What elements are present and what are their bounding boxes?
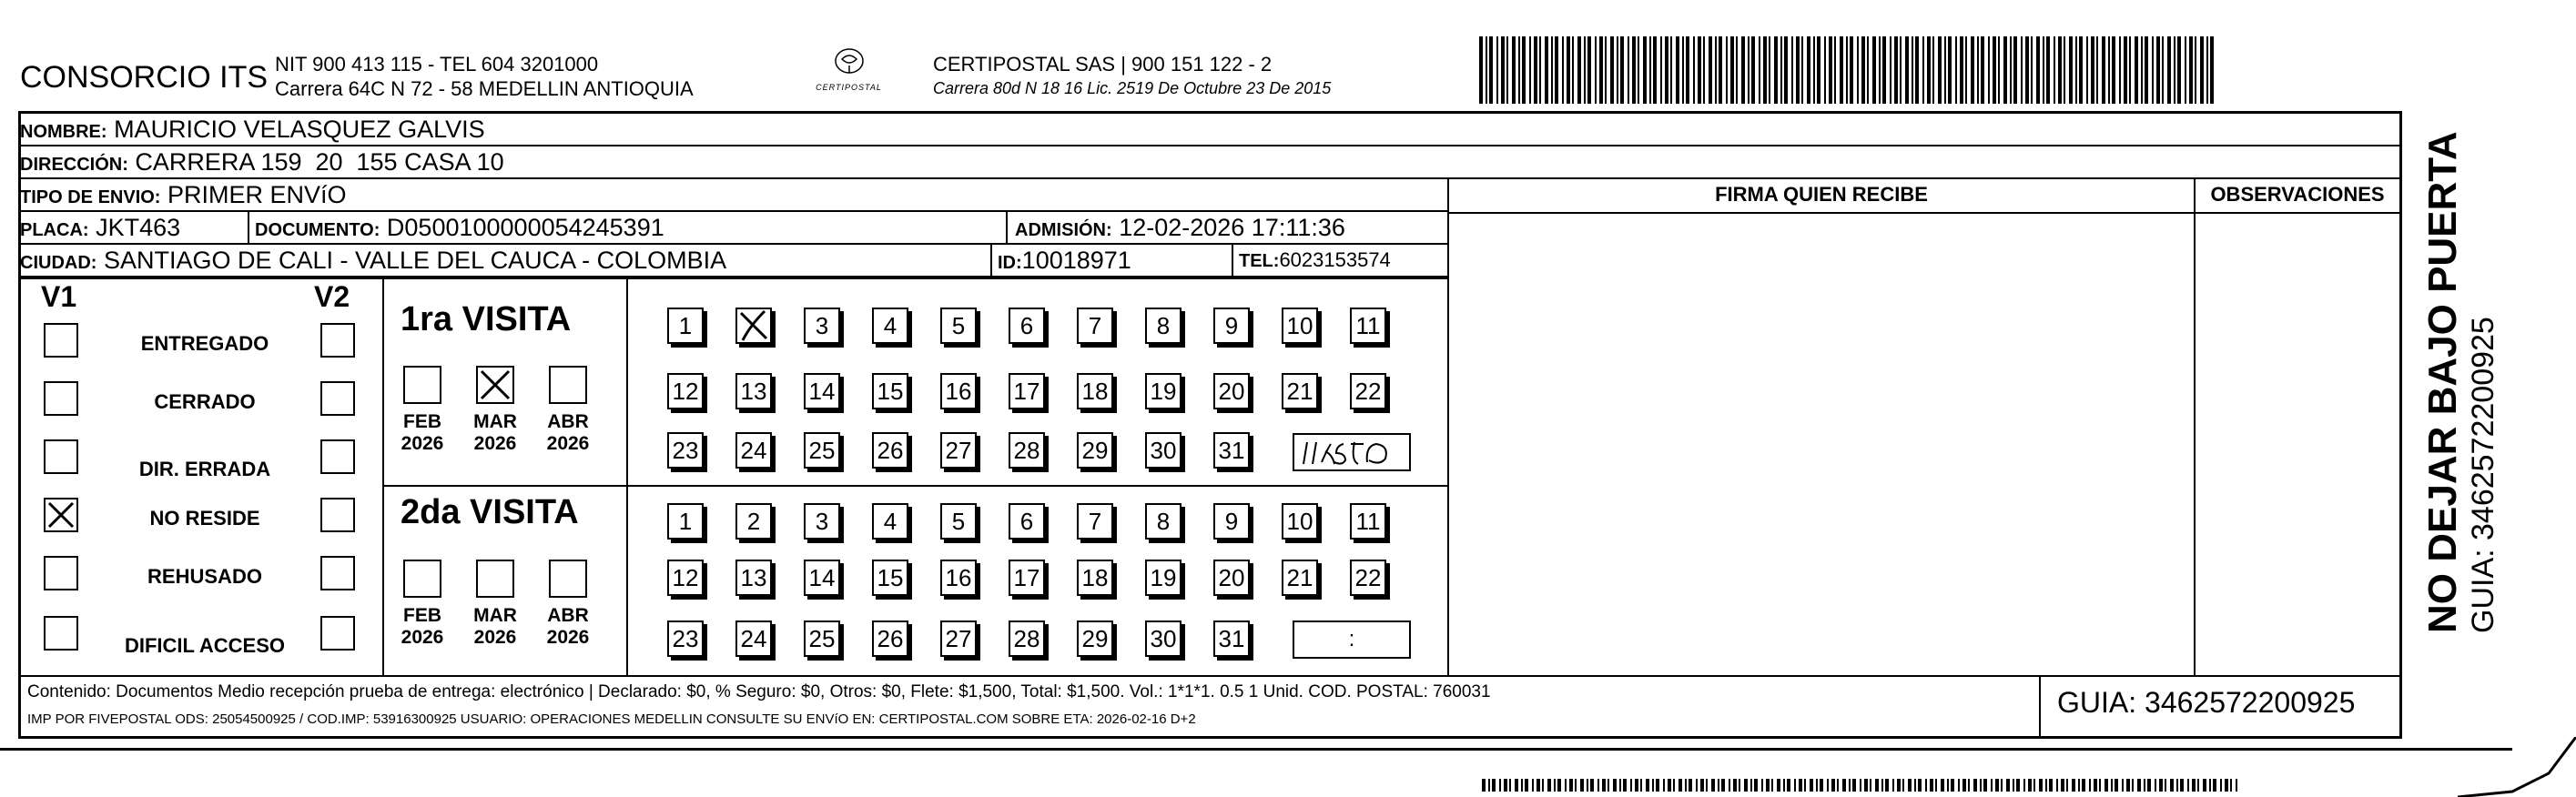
ciudad-label: CIUDAD: [20, 253, 97, 273]
company-name: CONSORCIO ITS [20, 60, 269, 95]
nombre-label: NOMBRE: [20, 122, 107, 142]
admision-label: ADMISIÓN: [1015, 220, 1112, 240]
check-x-icon [46, 499, 76, 530]
footer-top-border [20, 675, 2399, 677]
visit2-time-placeholder: : [1348, 627, 1355, 651]
day-box[interactable]: 3 [804, 308, 840, 344]
day-box[interactable]: 21 [1282, 560, 1318, 596]
observaciones-label: OBSERVACIONES [2210, 183, 2385, 206]
tipo-value: PRIMER ENVíO [167, 181, 347, 208]
day-box[interactable]: 7 [1077, 503, 1113, 540]
month-name: FEB [403, 605, 441, 626]
month-name: MAR [473, 605, 517, 626]
day-box[interactable]: 26 [872, 620, 908, 657]
observ-left-border [2194, 179, 2196, 675]
month-year: 2026 [546, 433, 590, 454]
day-box[interactable]: 20 [1213, 560, 1250, 596]
day-box[interactable]: 27 [940, 432, 977, 469]
day-box[interactable]: 13 [735, 560, 772, 596]
tel-value: 6023153574 [1279, 248, 1391, 271]
month-checkbox[interactable] [549, 560, 587, 598]
visit1-time-box [1293, 433, 1411, 471]
day-box[interactable]: 7 [1077, 308, 1113, 344]
day-box[interactable]: 29 [1077, 432, 1113, 469]
day-box[interactable]: 30 [1145, 620, 1182, 657]
footer-guia-divider [2039, 675, 2041, 737]
certipostal-logo [815, 47, 883, 102]
torn-corner [2458, 737, 2576, 797]
v2-checkbox[interactable] [320, 323, 355, 358]
day-box[interactable]: 30 [1145, 432, 1182, 469]
month-checkbox[interactable] [403, 366, 441, 404]
month-year: 2026 [401, 627, 444, 648]
company-address: Carrera 64C N 72 - 58 MEDELLIN ANTIOQUIA [275, 77, 694, 100]
company-nit-tel: NIT 900 413 115 - TEL 604 3201000 [275, 53, 599, 76]
day-box[interactable]: 25 [804, 432, 840, 469]
carrier-address: Carrera 80d N 18 16 Lic. 2519 De Octubre 23 De 2015 [933, 79, 1332, 97]
day-box[interactable]: 2 [735, 503, 772, 540]
footer-guia: GUIA: 3462572200925 [2057, 686, 2356, 719]
id-value: 10018971 [1021, 247, 1131, 274]
id-label: ID: [998, 253, 1022, 273]
day-box[interactable]: 16 [940, 560, 977, 596]
day-box[interactable]: 23 [667, 620, 704, 657]
day-box[interactable]: 12 [667, 373, 704, 409]
month-label [541, 605, 595, 649]
direccion-label: DIRECCIÓN: [20, 155, 128, 175]
day-box[interactable]: 17 [1009, 373, 1045, 409]
day-box[interactable]: 19 [1145, 560, 1182, 596]
handwritten-time-note [1294, 435, 1409, 469]
documento-cell [248, 212, 664, 243]
day-box[interactable]: 12 [667, 560, 704, 596]
day-box[interactable]: 28 [1009, 620, 1045, 657]
day-box[interactable]: 6 [1009, 503, 1045, 540]
logo-text: CERTIPOSTAL [816, 83, 882, 92]
documento-value: D0500100000054245391 [386, 214, 664, 241]
firma-left-border [1447, 179, 1449, 675]
day-box[interactable]: 27 [940, 620, 977, 657]
nombre-value: MAURICIO VELASQUEZ GALVIS [114, 116, 485, 143]
status-label: REHUSADO [147, 565, 262, 588]
day-box[interactable]: 9 [1213, 503, 1250, 540]
footer-line1: Contenido: Documentos Medio recepción prueba de entrega: electrónico | Declarado: $0, % Seguro: $0, Otros: $0, Flete: $1,500, Total: $1,500. Vol.: 1*1*1. 0.5 1 Unid. COD. POSTAL: 760031 [27, 682, 1491, 701]
day-box[interactable]: 24 [735, 620, 772, 657]
month-checkbox[interactable] [549, 366, 587, 404]
status-label: ENTREGADO [140, 332, 269, 355]
status-label: DIFICIL ACCESO [124, 634, 285, 657]
v1-checkbox[interactable] [44, 323, 78, 358]
footer-line2: IMP POR FIVEPOSTAL ODS: 25054500925 / COD.IMP: 53916300925 USUARIO: OPERACIONES MEDELLIN CONSULTE SU ENVíO EN: CERTIPOSTAL.COM SOBRE ETA: 2026-02-16 D+2 [27, 711, 1196, 727]
day-box[interactable]: 25 [804, 620, 840, 657]
side-guia-text: GUIA: 3462572200925 [2466, 317, 2500, 633]
day-box[interactable]: 28 [1009, 432, 1045, 469]
day-box[interactable]: 21 [1282, 373, 1318, 409]
month-year: 2026 [473, 627, 517, 648]
v1-label: V1 [41, 280, 77, 313]
bottom-partial-barcode [1482, 779, 2237, 797]
month-checkbox[interactable] [476, 560, 514, 598]
day-box[interactable]: 8 [1145, 503, 1182, 540]
month-name: MAR [473, 411, 517, 432]
certipostal-logo-icon [831, 47, 867, 78]
v1-checkbox[interactable] [44, 439, 78, 474]
v1-checkbox[interactable] [44, 381, 78, 416]
day-box[interactable]: 26 [872, 432, 908, 469]
day-box[interactable]: 5 [940, 308, 977, 344]
admision-value: 12-02-2026 17:11:36 [1119, 214, 1345, 241]
v2-checkbox[interactable] [320, 381, 355, 416]
day-box[interactable]: 22 [1350, 560, 1386, 596]
day-box[interactable]: 15 [872, 373, 908, 409]
side-main-text: NO DEJAR BAJO PUERTA [2420, 131, 2465, 633]
day-box[interactable]: 22 [1350, 373, 1386, 409]
month-year: 2026 [546, 627, 590, 648]
visit2-title: 2da VISITA [401, 493, 579, 531]
status-label: NO RESIDE [149, 507, 260, 530]
month-name: FEB [403, 411, 441, 432]
day-box[interactable]: 29 [1077, 620, 1113, 657]
visit2-time-box [1293, 620, 1411, 659]
ciudad-value: SANTIAGO DE CALI - VALLE DEL CAUCA - COLOMBIA [103, 247, 727, 274]
day-box[interactable]: 13 [735, 373, 772, 409]
side-warning [2421, 131, 2501, 633]
day-box[interactable]: 17 [1009, 560, 1045, 596]
status-label: DIR. ERRADA [138, 458, 271, 480]
v2-checkbox[interactable] [320, 556, 355, 590]
visit1-title: 1ra VISITA [401, 300, 572, 338]
month-label [395, 605, 450, 649]
day-box[interactable]: 11 [1350, 308, 1386, 344]
id-cell [990, 245, 1131, 276]
month-checkbox[interactable] [403, 560, 441, 598]
month-label [468, 411, 522, 455]
check-x-icon [737, 309, 770, 342]
day-box[interactable]: 5 [940, 503, 977, 540]
tel-cell [1232, 245, 1391, 276]
day-box[interactable]: 10 [1282, 308, 1318, 344]
day-box[interactable]: 18 [1077, 560, 1113, 596]
cut-line [0, 748, 2512, 751]
day-box[interactable]: 14 [804, 373, 840, 409]
day-box[interactable]: 9 [1213, 308, 1250, 344]
check-x-icon [478, 368, 512, 402]
nombre-row [20, 114, 2399, 146]
day-box[interactable]: 11 [1350, 503, 1386, 540]
month-name: ABR [547, 411, 589, 432]
carrier-name: CERTIPOSTAL SAS | 900 151 122 - 2 [933, 53, 1273, 76]
v1-checkbox[interactable] [44, 616, 78, 651]
day-box[interactable]: 15 [872, 560, 908, 596]
admision-cell [1006, 212, 1345, 243]
v2-checkbox[interactable] [320, 439, 355, 474]
day-box[interactable]: 31 [1213, 432, 1250, 469]
v2-checkbox[interactable] [320, 498, 355, 532]
month-name: ABR [547, 605, 589, 626]
day-box[interactable]: 3 [804, 503, 840, 540]
v2-checkbox[interactable] [320, 616, 355, 651]
v2-label: V2 [314, 280, 350, 313]
day-box[interactable]: 16 [940, 373, 977, 409]
day-box[interactable]: 24 [735, 432, 772, 469]
day-box[interactable]: 1 [667, 308, 704, 344]
v1-checkbox[interactable] [44, 556, 78, 590]
visit-mid-divider [382, 485, 1447, 487]
day-box[interactable]: 10 [1282, 503, 1318, 540]
day-box[interactable]: 4 [872, 308, 908, 344]
day-box[interactable]: 31 [1213, 620, 1250, 657]
firma-label: FIRMA QUIEN RECIBE [1715, 183, 1928, 206]
status-divider [382, 277, 384, 675]
day-box[interactable]: 20 [1213, 373, 1250, 409]
visit-divider [626, 277, 628, 675]
day-box[interactable]: 1 [667, 503, 704, 540]
month-label [395, 411, 450, 455]
day-box[interactable]: 18 [1077, 373, 1113, 409]
documento-label: DOCUMENTO: [255, 220, 380, 240]
status-label: CERRADO [154, 390, 256, 413]
month-label [541, 411, 595, 455]
month-year: 2026 [473, 433, 517, 454]
month-checkbox[interactable] [476, 366, 514, 404]
day-box[interactable]: 19 [1145, 373, 1182, 409]
direccion-value: CARRERA 159 20 155 CASA 10 [135, 148, 504, 176]
placa-value: JKT463 [96, 214, 181, 241]
status-top-border [20, 277, 1447, 279]
day-box[interactable]: 4 [872, 503, 908, 540]
v1-checkbox[interactable] [44, 498, 78, 532]
direccion-row [20, 146, 2399, 179]
barcode [1479, 36, 2216, 104]
day-box[interactable]: 8 [1145, 308, 1182, 344]
day-box[interactable] [735, 308, 772, 344]
tipo-label: TIPO DE ENVIO: [20, 187, 161, 207]
day-box[interactable]: 6 [1009, 308, 1045, 344]
tipo-row [20, 179, 1447, 212]
tel-label: TEL: [1239, 251, 1280, 271]
right-header-divider [1449, 212, 2400, 214]
placa-label: PLACA: [20, 220, 89, 240]
day-box[interactable]: 14 [804, 560, 840, 596]
month-label [468, 605, 522, 649]
day-box[interactable]: 23 [667, 432, 704, 469]
month-year: 2026 [401, 433, 444, 454]
